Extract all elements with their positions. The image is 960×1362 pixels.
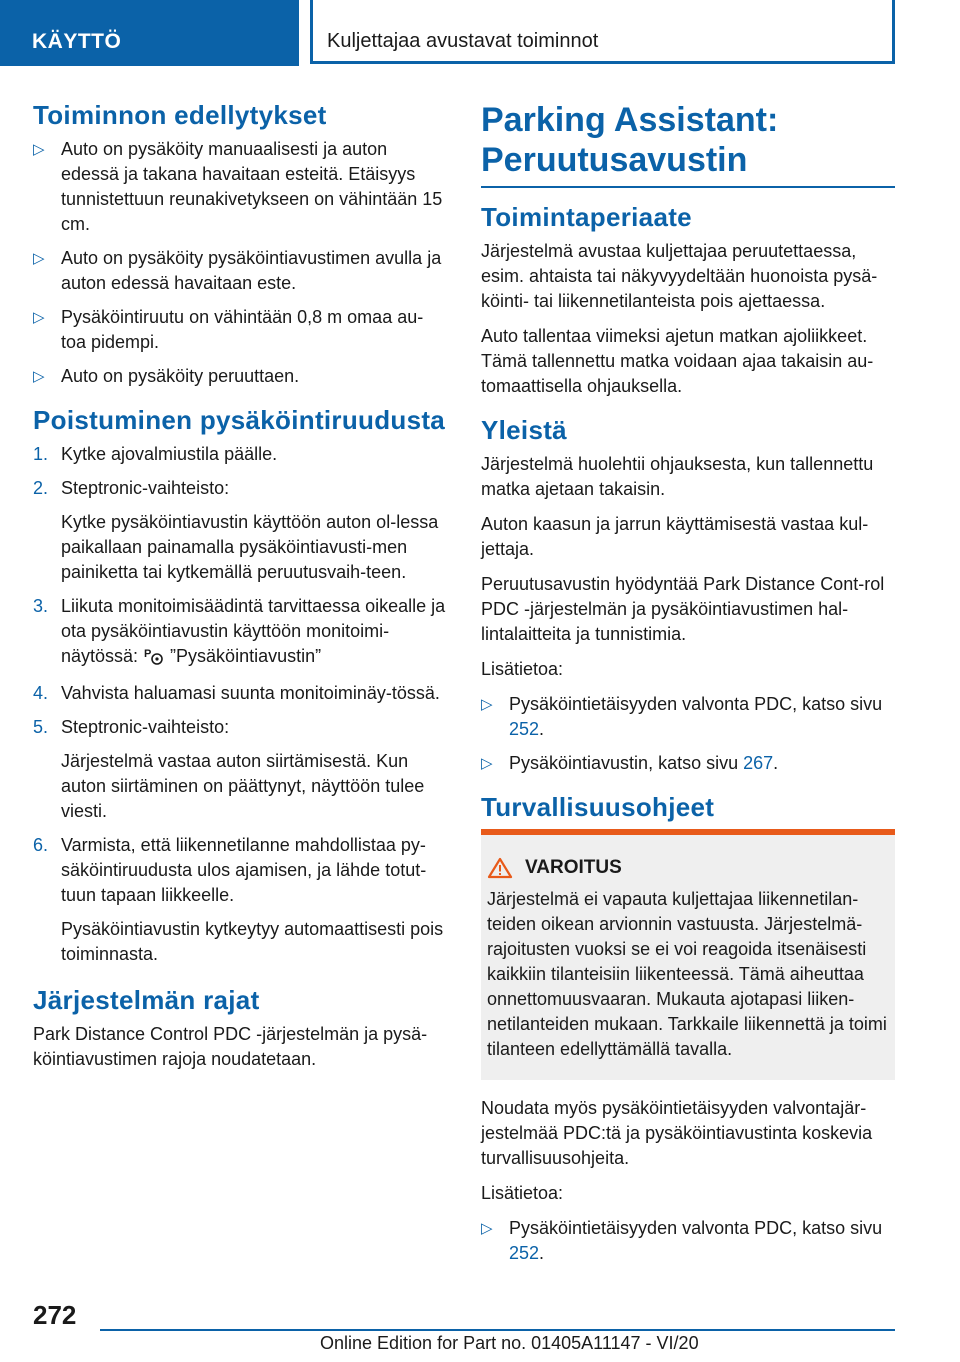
general-text-2: Auton kaasun ja jarrun käyttämisestä vastaa kul‐jettaja. — [481, 514, 869, 559]
section-tab: KÄYTTÖ — [0, 0, 299, 66]
list-item: 3. Liikuta monitoimisäädintä tarvittaessa oikealle ja ota pysäköintiavustin käyttöön monitoimi‐näytössä: P ”Pysäköintiavustin” — [33, 594, 447, 672]
heading-general: Yleistä — [481, 415, 567, 445]
warning-triangle-icon — [487, 857, 513, 879]
safety-text: Noudata myös pysäköintietäisyyden valvontajär‐jestelmää PDC:tä ja pysäköintiavustinta koskevia turvallisuusohjeita. — [481, 1098, 873, 1168]
list-item: 4. Vahvista haluamasi suunta monitoiminäy‐tössä. — [33, 683, 440, 703]
triangle-bullet-icon: ▷ — [481, 696, 493, 713]
warning-label: VAROITUS — [525, 857, 622, 878]
heading-principle: Toimintaperiaate — [481, 202, 692, 232]
page-link-267[interactable]: 267 — [743, 753, 774, 773]
chapter-title: Kuljettajaa avustavat toiminnot — [310, 0, 895, 64]
triangle-bullet-icon: ▷ — [481, 755, 493, 772]
triangle-bullet-icon: ▷ — [33, 141, 45, 158]
warning-text: Järjestelmä ei vapauta kuljettajaa liikennetilan‐teiden oikean arvionnin vastuusta. Järjestelmä‐rajoitusten vuoksi se ei voi reagoida itsenäisesti kaikkiin tilanteisiin liikenteessä. Tämä aiheuttaa onnettomuusvaaran. Mukauta ajotapasi liiken‐netilanteiden mukaan. Tarkkaile liikennettä ja toimi tilanteen edellyttämällä tavalla. — [487, 889, 887, 1059]
prerequisites-list — [33, 137, 447, 389]
triangle-bullet-icon: ▷ — [481, 1220, 493, 1237]
heading-prerequisites: Toiminnon edellytykset — [33, 100, 327, 130]
footer-divider — [100, 1329, 895, 1331]
list-item: ▷ Auto on pysäköity manuaalisesti ja auton edessä ja takana havaitaan esteitä. Etäisyys tunnistettuun reunakivetykseen on vähintään 15 cm. — [33, 139, 443, 234]
more-info-label: Lisätietoa: — [481, 1183, 564, 1203]
page-link-252[interactable]: 252 — [509, 1243, 540, 1263]
principle-text-2: Auto tallentaa viimeksi ajetun matkan ajoliikkeet. Tämä tallennettu matka voidaan ajaa takaisin au‐tomaattisella ohjauksella. — [481, 326, 874, 396]
principle-text-1: Järjestelmä avustaa kuljettajaa peruutettaessa, esim. ahtaista tai näkyvyydeltään huonoista pysä‐köinti- tai liikennetilanteista pois ajettaessa. — [481, 241, 878, 311]
list-item: 5. Steptronic-vaihteisto: Järjestelmä vastaa auton siirtämisestä. Kun auton siirtäminen on päättynyt, näyttöön tulee viesti. — [33, 717, 425, 821]
list-item: ▷ Pysäköintiruutu on vähintään 0,8 m omaa au‐toa pidempi. — [33, 307, 424, 352]
edition-text: Online Edition for Part no. 01405A11147 - VI/20 — [320, 1333, 699, 1353]
more-info-label: Lisätietoa: — [481, 659, 564, 679]
triangle-bullet-icon: ▷ — [33, 309, 45, 326]
main-title: Parking Assistant: Peruutusavustin — [481, 100, 895, 188]
list-item: ▷ Pysäköintietäisyyden valvonta PDC, katso sivu 252. — [481, 1218, 883, 1263]
triangle-bullet-icon: ▷ — [33, 250, 45, 267]
exit-steps-list — [33, 442, 447, 967]
list-item: 6. Varmista, että liikennetilanne mahdollistaa py‐säköintiruudusta ulos ajamisen, ja lähde totut‐tuun tapaan liikkeelle. Pysäköintiavustin kytkeytyy automaattisesti pois toiminnasta. — [33, 835, 444, 964]
list-item: ▷ Auto on pysäköity pysäköintiavustimen avulla ja auton edessä havaitaan este. — [33, 248, 442, 293]
safety-links-list — [481, 1216, 895, 1266]
list-item: ▷ Pysäköintietäisyyden valvonta PDC, katso sivu 252. — [481, 694, 883, 739]
list-item: ▷ Auto on pysäköity peruuttaen. — [33, 364, 447, 389]
page-number: 272 — [33, 1300, 77, 1330]
general-text-3: Peruutusavustin hyödyntää Park Distance Cont‐rol PDC -järjestelmän ja pysäköintiavustimen hal‐lintalaitteita ja tunnistimia. — [481, 574, 885, 644]
list-item: ▷ Pysäköintiavustin, katso sivu 267. — [481, 751, 895, 776]
general-text-1: Järjestelmä huolehtii ohjauksesta, kun tallennettu matka ajetaan takaisin. — [481, 454, 874, 499]
page-link-252[interactable]: 252 — [509, 719, 540, 739]
left-column — [33, 100, 447, 1082]
heading-system-limits: Järjestelmän rajat — [33, 985, 260, 1015]
list-item: 2. Steptronic-vaihteisto: Kytke pysäköintiavustin käyttöön auton ol‐lessa paikallaan painamalla pysäköintiavusti‐men painiketta tai kytkemällä peruutusvaih‐teen. — [33, 478, 439, 582]
general-links-list — [481, 692, 895, 776]
warning-box — [481, 829, 895, 1080]
right-column — [481, 100, 895, 1276]
system-limits-text: Park Distance Control PDC -järjestelmän ja pysä‐köintiavustimen rajoja noudatetaan. — [33, 1024, 428, 1069]
heading-safety: Turvallisuusohjeet — [481, 792, 715, 822]
heading-exit-parking: Poistuminen pysäköintiruudusta — [33, 405, 446, 435]
parking-assistant-icon — [144, 647, 164, 672]
list-item: 1. Kytke ajovalmiustila päälle. — [33, 444, 278, 464]
page-header — [0, 0, 960, 66]
warning-header — [487, 857, 887, 879]
triangle-bullet-icon: ▷ — [33, 368, 45, 385]
svg-text:P: P — [144, 648, 152, 660]
